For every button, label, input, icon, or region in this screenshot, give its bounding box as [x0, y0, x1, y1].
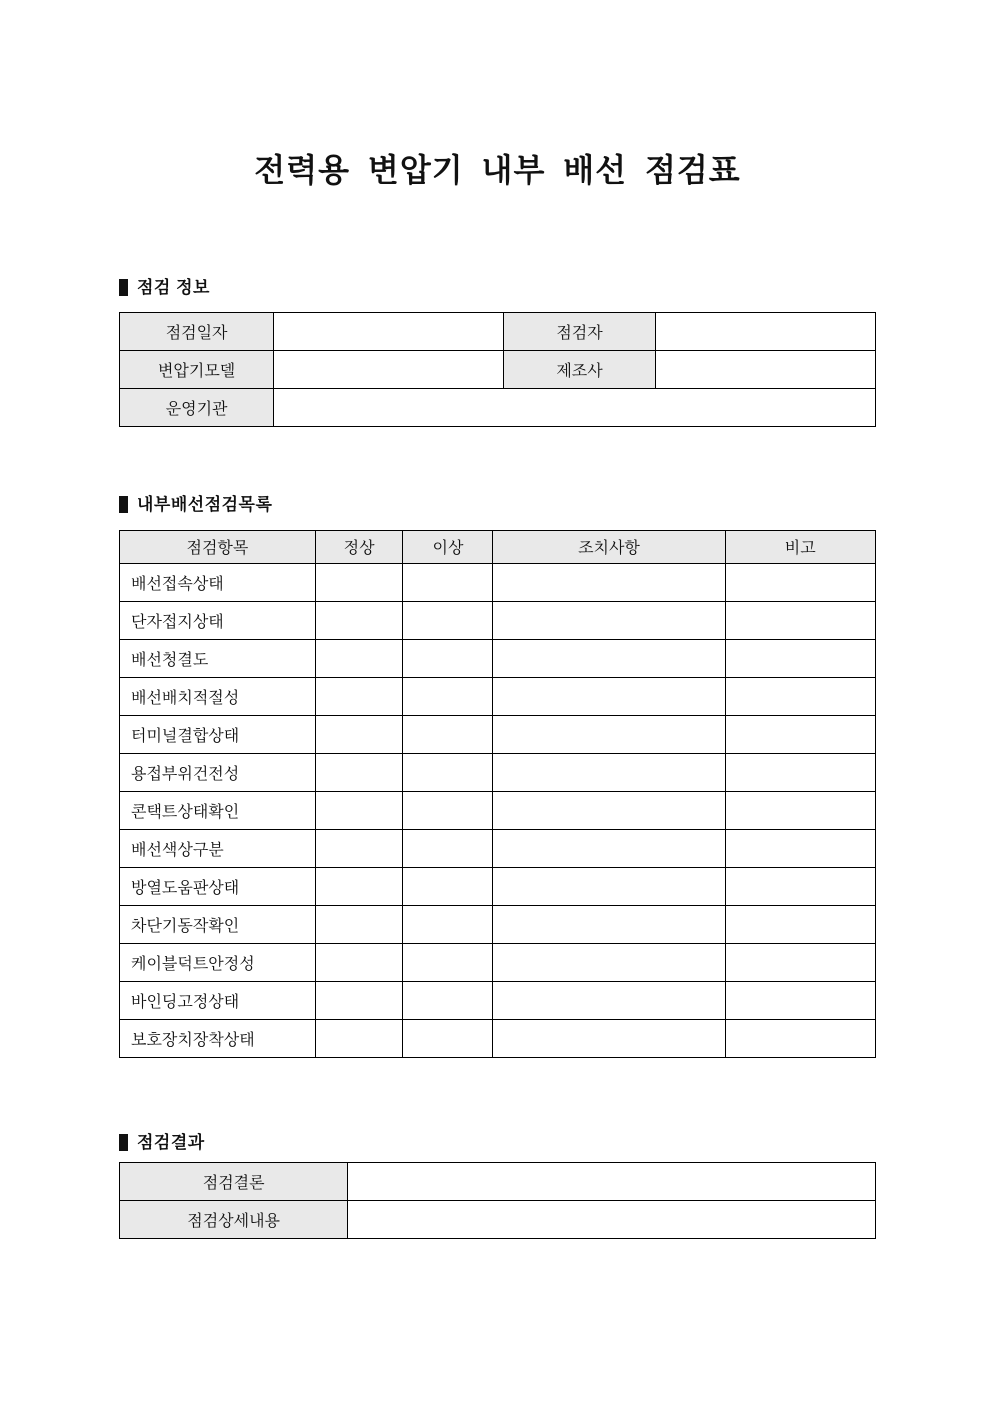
- normal-cell: [315, 715, 403, 753]
- checklist-item-cell: 배선색상구분: [120, 829, 316, 867]
- action-cell: [493, 791, 725, 829]
- document-title: 전력용 변압기 내부 배선 점검표: [254, 152, 741, 189]
- checklist-row: [120, 715, 876, 753]
- checklist-row: [120, 867, 876, 905]
- action-cell: [493, 715, 725, 753]
- abnormal-cell: [403, 1019, 493, 1057]
- abnormal-cell: [403, 753, 493, 791]
- checklist-item-cell: 콘택트상태확인: [120, 791, 316, 829]
- abnormal-cell: [403, 677, 493, 715]
- checklist-item-cell: 배선청결도: [120, 639, 316, 677]
- checklist-row: [120, 943, 876, 981]
- checklist-row: [120, 1019, 876, 1057]
- action-cell: [493, 943, 725, 981]
- info-value-cell-manufacturer: [655, 350, 875, 388]
- checklist-item-cell: 터미널결합상태: [120, 715, 316, 753]
- action-cell: [493, 829, 725, 867]
- normal-cell: [315, 905, 403, 943]
- document-page: [0, 21, 992, 1424]
- abnormal-cell: [403, 601, 493, 639]
- action-cell: [493, 867, 725, 905]
- abnormal-cell: [403, 639, 493, 677]
- column-header-abnormal: 이상: [403, 530, 493, 563]
- inspection-info-table: [119, 312, 876, 427]
- abnormal-cell: [403, 715, 493, 753]
- section-heading-label: 점검결과: [137, 1132, 205, 1152]
- abnormal-cell: [403, 981, 493, 1019]
- checklist-item-cell: 보호장치장착상태: [120, 1019, 316, 1057]
- table-row: [120, 1200, 876, 1238]
- normal-cell: [315, 981, 403, 1019]
- checklist-row: [120, 677, 876, 715]
- table-row: [120, 312, 876, 350]
- note-cell: [725, 867, 875, 905]
- column-header-action: 조치사항: [493, 530, 725, 563]
- checklist-row: [120, 791, 876, 829]
- normal-cell: [315, 867, 403, 905]
- checklist-row: [120, 981, 876, 1019]
- black-square-bullet-icon: [119, 1134, 128, 1151]
- result-label-cell-details: 점검상세내용: [120, 1200, 348, 1238]
- abnormal-cell: [403, 943, 493, 981]
- info-value-cell-model: [274, 350, 504, 388]
- note-cell: [725, 943, 875, 981]
- result-label-cell-conclusion: 점검결론: [120, 1162, 348, 1200]
- checklist-row: [120, 753, 876, 791]
- checklist-item-cell: 차단기동작확인: [120, 905, 316, 943]
- info-label-cell-date: 점검일자: [120, 312, 274, 350]
- black-square-bullet-icon: [119, 279, 128, 296]
- abnormal-cell: [403, 867, 493, 905]
- note-cell: [725, 715, 875, 753]
- normal-cell: [315, 753, 403, 791]
- normal-cell: [315, 677, 403, 715]
- abnormal-cell: [403, 791, 493, 829]
- result-value-cell-details: [348, 1200, 876, 1238]
- note-cell: [725, 791, 875, 829]
- note-cell: [725, 829, 875, 867]
- normal-cell: [315, 601, 403, 639]
- table-row: [120, 350, 876, 388]
- info-value-cell-organization: [274, 388, 876, 426]
- action-cell: [493, 639, 725, 677]
- checklist-item-cell: 단자접지상태: [120, 601, 316, 639]
- note-cell: [725, 563, 875, 601]
- abnormal-cell: [403, 563, 493, 601]
- section-heading-label: 내부배선점검목록: [137, 494, 273, 514]
- document-content: [0, 21, 992, 1238]
- wiring-checklist-table: [119, 530, 876, 1058]
- action-cell: [493, 1019, 725, 1057]
- info-label-cell-inspector: 점검자: [504, 312, 656, 350]
- normal-cell: [315, 563, 403, 601]
- section-heading-label: 점검 정보: [137, 277, 210, 297]
- section-inspection-result: [119, 1133, 876, 1239]
- black-square-bullet-icon: [119, 496, 128, 513]
- column-header-normal: 정상: [315, 530, 403, 563]
- checklist-row: [120, 829, 876, 867]
- checklist-item-cell: 바인딩고정상태: [120, 981, 316, 1019]
- normal-cell: [315, 943, 403, 981]
- section-wiring-checklist: [119, 495, 876, 1058]
- column-header-item: 점검항목: [120, 530, 316, 563]
- action-cell: [493, 601, 725, 639]
- inspection-result-table: [119, 1162, 876, 1239]
- info-value-cell-inspector: [655, 312, 875, 350]
- abnormal-cell: [403, 905, 493, 943]
- info-label-cell-manufacturer: 제조사: [504, 350, 656, 388]
- action-cell: [493, 677, 725, 715]
- checklist-row: [120, 639, 876, 677]
- note-cell: [725, 677, 875, 715]
- info-value-cell-date: [274, 312, 504, 350]
- result-value-cell-conclusion: [348, 1162, 876, 1200]
- action-cell: [493, 905, 725, 943]
- table-header-row: [120, 530, 876, 563]
- info-label-cell-model: 변압기모델: [120, 350, 274, 388]
- checklist-item-cell: 배선배치적절성: [120, 677, 316, 715]
- checklist-item-cell: 용접부위건전성: [120, 753, 316, 791]
- note-cell: [725, 753, 875, 791]
- checklist-item-cell: 케이블덕트안정성: [120, 943, 316, 981]
- column-header-note: 비고: [725, 530, 875, 563]
- action-cell: [493, 981, 725, 1019]
- section-heading-result: [119, 1133, 876, 1153]
- table-row: [120, 1162, 876, 1200]
- action-cell: [493, 563, 725, 601]
- checklist-row: [120, 601, 876, 639]
- section-inspection-info: [119, 278, 876, 427]
- checklist-item-cell: 배선접속상태: [120, 563, 316, 601]
- normal-cell: [315, 829, 403, 867]
- section-heading-info: [119, 278, 876, 298]
- normal-cell: [315, 1019, 403, 1057]
- note-cell: [725, 981, 875, 1019]
- normal-cell: [315, 639, 403, 677]
- note-cell: [725, 1019, 875, 1057]
- checklist-item-cell: 방열도움판상태: [120, 867, 316, 905]
- checklist-row: [120, 563, 876, 601]
- note-cell: [725, 601, 875, 639]
- checklist-row: [120, 905, 876, 943]
- note-cell: [725, 905, 875, 943]
- note-cell: [725, 639, 875, 677]
- abnormal-cell: [403, 829, 493, 867]
- section-heading-checklist: [119, 495, 876, 515]
- table-row: [120, 388, 876, 426]
- action-cell: [493, 753, 725, 791]
- info-label-cell-organization: 운영기관: [120, 388, 274, 426]
- normal-cell: [315, 791, 403, 829]
